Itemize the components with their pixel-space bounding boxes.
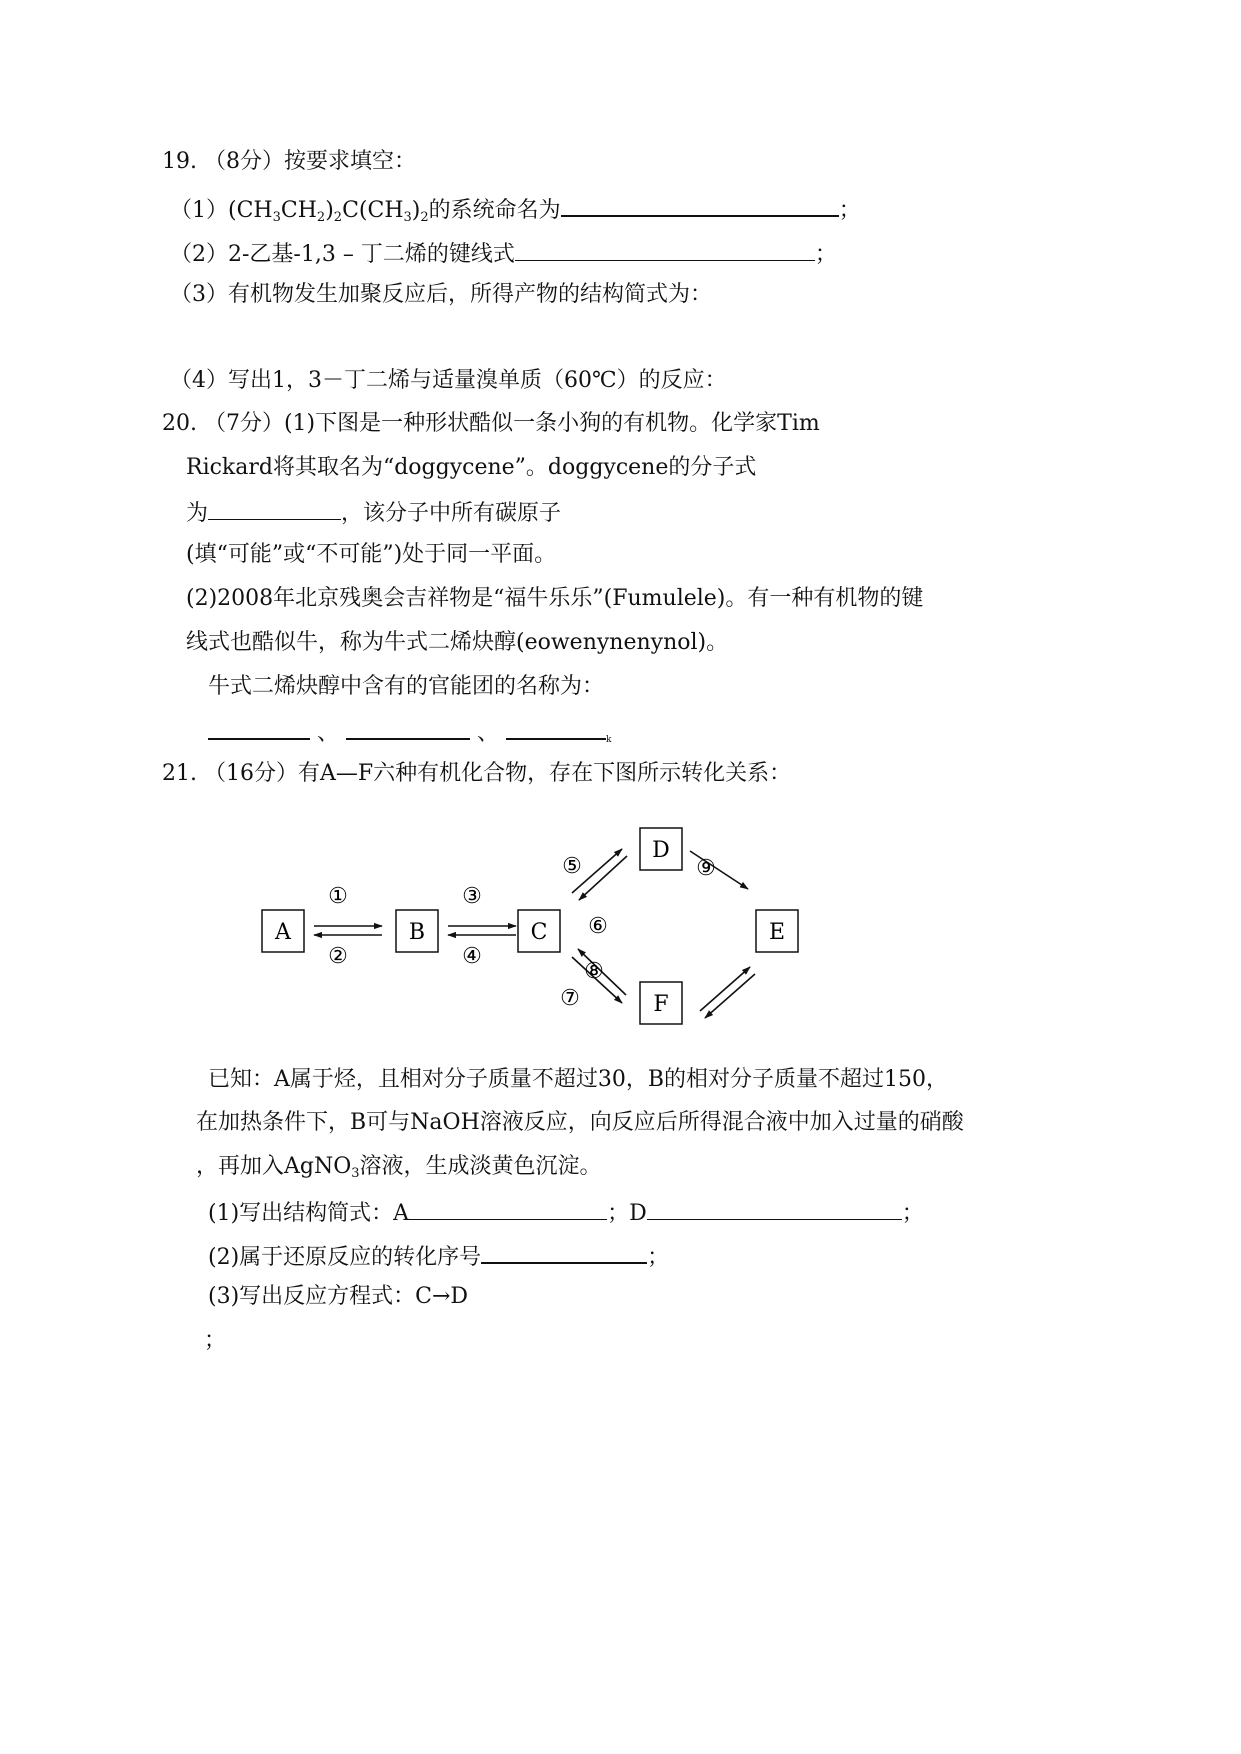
q19-p1-text: ) <box>411 198 421 223</box>
q19-p1-text: ) <box>325 198 334 223</box>
node-a <box>262 910 304 952</box>
q19-p2-prefix: （2）2-乙基-1,3 – 丁二烯的键线式 <box>170 242 515 267</box>
q21-known3-sub: 3 <box>351 1166 360 1181</box>
q21-header: 21. （16分）有A—F六种有机化合物，存在下图所示转化关系： <box>162 761 792 786</box>
reaction-number-8: ⑧ <box>584 959 604 984</box>
node-f <box>640 982 682 1024</box>
q21-sub2 <box>208 1240 669 1272</box>
q21-known2: 在加热条件下，B可与NaOH溶液反应，向反应后所得混合液中加入过量的硝酸 <box>196 1110 964 1135</box>
node-label: B <box>408 920 426 945</box>
arrow-f-to-e <box>700 967 750 1011</box>
q20-sep: 、 <box>477 721 500 746</box>
q20-line3-prefix: 为 <box>186 501 209 526</box>
q20-line2: Rickard将其取名为“doggycene”。doggycene的分子式 <box>186 455 757 480</box>
answer-blank-q21-d[interactable] <box>647 1197 902 1220</box>
answer-blank-q19-1[interactable] <box>561 193 839 217</box>
q19-p1-end: ； <box>838 198 861 223</box>
reaction-number-1: ① <box>328 884 348 909</box>
node-b <box>396 910 438 952</box>
q19-p1-prefix: （1）(CH <box>170 198 273 223</box>
reaction-number-7: ⑦ <box>560 986 580 1011</box>
q20-line4: (填“可能”或“不可能”)处于同一平面。 <box>186 542 557 567</box>
node-d <box>640 828 682 870</box>
reaction-number-3: ③ <box>462 884 482 909</box>
q19-p1-sub: 3 <box>272 210 281 225</box>
node-label: A <box>275 920 291 945</box>
q19-p1-text: C(CH <box>342 198 404 223</box>
q19-part3: （3）有机物发生加聚反应后，所得产物的结构简式为： <box>170 282 712 307</box>
q20-sep: 、 <box>317 721 340 746</box>
answer-blank-q20-group1[interactable] <box>208 716 310 740</box>
q19-p1-text: CH <box>280 198 317 223</box>
q19-part1 <box>170 193 861 225</box>
q21-known3-prefix: ，再加入AgNO <box>196 1154 352 1179</box>
q20-line6: 线式也酷似牛，称为牛式二烯炔醇(eowenynenynol)。 <box>186 630 729 655</box>
answer-blank-q20-formula[interactable] <box>208 497 341 520</box>
q21-s1-end: ； <box>901 1201 924 1226</box>
reaction-number-6: ⑥ <box>588 914 608 939</box>
q20-line5: (2)2008年北京残奥会吉祥物是“福牛乐乐”(Fumulele)。有一种有机物的键 <box>186 586 924 611</box>
reaction-number-9: ⑨ <box>696 856 716 881</box>
q19-p1-sub: 3 <box>403 210 412 225</box>
node-label: F <box>653 992 669 1017</box>
q19-part4: （4）写出1，3－丁二烯与适量溴单质（60℃）的反应： <box>170 368 727 393</box>
arrow-e-to-f <box>705 974 755 1018</box>
q20-blanks-row <box>208 716 612 754</box>
answer-blank-q21-a[interactable] <box>409 1197 607 1220</box>
reaction-number-5: ⑤ <box>562 854 582 879</box>
answer-blank-q21-reduction[interactable] <box>481 1240 647 1264</box>
answer-blank-q20-group2[interactable] <box>346 716 470 740</box>
q21-known3-suffix: 溶液，生成淡黄色沉淀。 <box>359 1154 602 1179</box>
q20-tail-mark: k <box>606 735 612 745</box>
q21-s2-prefix: (2)属于还原反应的转化序号 <box>208 1245 482 1270</box>
q21-sub3: (3)写出反应方程式：C→D <box>208 1284 469 1309</box>
node-label: C <box>530 920 548 945</box>
q19-p1-sub: 2 <box>420 210 429 225</box>
q21-s1-prefix: (1)写出结构简式：A <box>208 1201 410 1226</box>
q21-sub4: ； <box>204 1328 227 1353</box>
answer-blank-q19-2[interactable] <box>515 238 815 261</box>
q20-header: 20. （7分）(1)下图是一种形状酷似一条小狗的有机物。化学家Tim <box>162 411 820 436</box>
node-c <box>518 910 560 952</box>
q21-s2-end: ； <box>647 1245 670 1270</box>
q19-p1-sub: 2 <box>316 210 326 225</box>
q20-line7: 牛式二烯炔醇中含有的官能团的名称为： <box>208 674 605 699</box>
q19-part2 <box>170 238 837 269</box>
answer-blank-q20-group3[interactable] <box>506 716 606 740</box>
q19-p2-end: ； <box>814 242 837 267</box>
reaction-number-4: ④ <box>462 944 482 969</box>
node-label: E <box>768 920 786 945</box>
q21-known3 <box>196 1153 602 1181</box>
reaction-number-2: ② <box>328 944 348 969</box>
q21-known1: 已知：A属于烃，且相对分子质量不超过30，B的相对分子质量不超过150， <box>208 1067 949 1092</box>
q19-header: 19. （8分）按要求填空： <box>162 149 416 174</box>
arrow-d-to-c <box>579 856 627 900</box>
q19-p1-sub: 2 <box>333 210 343 225</box>
q21-s1-mid: ；D <box>607 1201 647 1226</box>
q19-p1-suffix: 的系统命名为 <box>428 198 561 223</box>
node-e <box>756 910 798 952</box>
q20-line3-suffix: ，该分子中所有碳原子 <box>341 501 562 526</box>
q21-sub1 <box>208 1197 924 1228</box>
q20-line3 <box>186 497 561 528</box>
conversion-diagram <box>260 820 800 1040</box>
node-label: D <box>652 838 670 863</box>
